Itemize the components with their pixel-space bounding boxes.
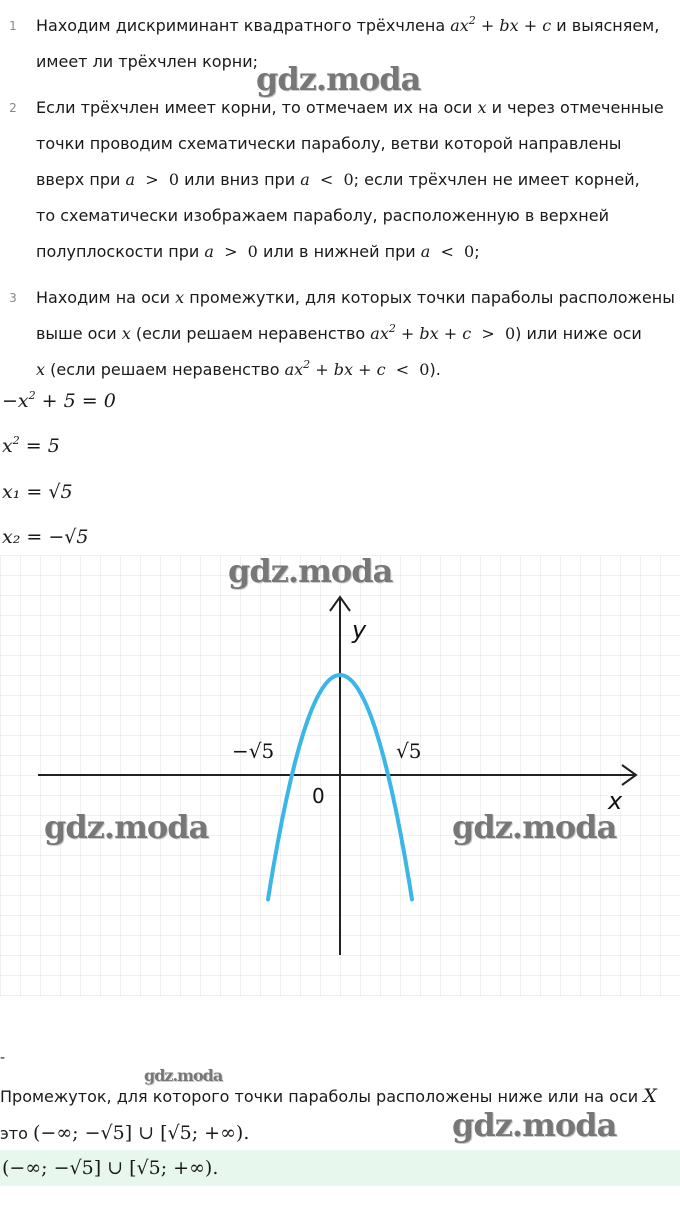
step-text: и выясняем, [551, 16, 660, 35]
step-text: Находим дискриминант квадратного трёхчлена [36, 16, 451, 35]
origin-label: 0 [312, 784, 325, 808]
step-text: ; [474, 242, 480, 261]
conclusion-text-part: Промежуток, для которого точки параболы расположены ниже или на оси [0, 1087, 644, 1106]
var-a: a [125, 170, 136, 189]
step-text: Если трёхчлен имеет корни, то отмечаем их на оси [36, 98, 478, 117]
step-text: или в нижней при [257, 242, 421, 261]
watermark-logo: gdz.moda [144, 1066, 223, 1085]
separator-dash: - [0, 1050, 6, 1066]
lt-sign: < [319, 170, 334, 189]
root-negative-label: −√5 [232, 739, 275, 763]
quadratic-expression: $ax^2$ + bx + c [370, 321, 472, 343]
equation-1: $-x^2 + 5 = 0$ [2, 388, 116, 412]
y-axis-label: y [352, 616, 367, 644]
zero: 0 [343, 170, 354, 189]
step-number: 2 [9, 101, 17, 115]
step-text: то схематически изображаем параболу, расположенную в верхней [36, 206, 609, 225]
var-a: a [204, 242, 214, 261]
watermark-logo: gdz.moda [452, 808, 617, 846]
gt-sign: > [145, 170, 159, 189]
interval-expression: (−∞; −√5] ∪ [√5; +∞). [32, 1122, 250, 1144]
conclusion-text-part: это [0, 1124, 33, 1143]
step-text: (если решаем неравенство [45, 360, 285, 379]
var-a: a [300, 170, 310, 189]
equation-2: $x^2 = 5$ [2, 433, 60, 457]
step-text: или вниз при [179, 170, 301, 189]
equation-3: x₁ = √5 [2, 481, 73, 503]
var-x: x [121, 324, 131, 343]
zero: 0 [504, 324, 516, 343]
conclusion-interval-line [0, 1120, 249, 1147]
step-text: (если решаем неравенство [130, 324, 371, 343]
step-text: ). [429, 360, 441, 379]
step-text: выше оси [36, 324, 122, 343]
var-x: x [175, 288, 185, 307]
cropped-text-fragment [186, 0, 192, 1]
step-text: имеет ли трёхчлен корни; [36, 52, 258, 71]
step-text: полуплоскости при [36, 242, 205, 261]
step-text: вверх при [36, 170, 126, 189]
gt-sign: > [481, 324, 495, 343]
step-text: точки проводим схематически параболу, ветви которой направлены [36, 134, 622, 153]
watermark-logo: gdz.moda [256, 60, 421, 98]
root-positive-label: √5 [396, 739, 422, 763]
step-number: 3 [9, 291, 17, 305]
watermark-logo: gdz.moda [452, 1106, 617, 1144]
axis-name: X [643, 1085, 657, 1107]
step-text: Находим на оси [36, 288, 176, 307]
cropped-text-fragment [372, 0, 378, 1]
step-text: ; если трёхчлен не имеет корней, [353, 170, 640, 189]
var-x: x [477, 98, 487, 117]
zero: 0 [464, 242, 475, 261]
zero: 0 [247, 242, 258, 261]
var-a: a [420, 242, 431, 261]
lt-sign: < [440, 242, 454, 261]
quadratic-expression: $ax^2$ + bx + c [284, 357, 386, 379]
watermark-logo: gdz.moda [44, 808, 209, 846]
conclusion-text [0, 1084, 657, 1109]
quadratic-expression: $ax^2$ + bx + c [450, 13, 552, 35]
zero: 0 [168, 170, 179, 189]
watermark-logo: gdz.moda [228, 552, 393, 590]
parabola-graph [0, 555, 680, 997]
x-axis-label: x [608, 787, 623, 815]
step-text: промежутки, для которых точки параболы расположены [184, 288, 675, 307]
var-x: x [36, 360, 46, 379]
gt-sign: > [224, 242, 238, 261]
zero: 0 [419, 360, 430, 379]
step-text: и через отмеченные [486, 98, 664, 117]
equation-4: x₂ = −√5 [2, 526, 89, 548]
final-answer: (−∞; −√5] ∪ [√5; +∞). [2, 1157, 219, 1179]
step-number: 1 [9, 19, 17, 33]
lt-sign: < [395, 360, 410, 379]
step-text: ) или ниже оси [515, 324, 642, 343]
